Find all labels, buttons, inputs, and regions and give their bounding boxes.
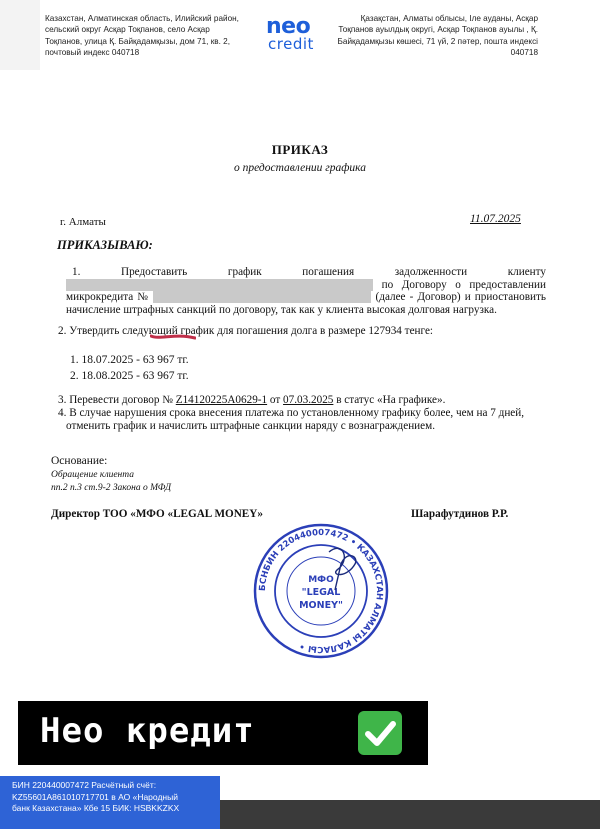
stamp-center-top: МФО xyxy=(308,575,334,585)
address-ru-line: Казахстан, Алматинская область, Илийский район, xyxy=(45,14,239,23)
schedule-item: 2. 18.08.2025 - 63 967 тг. xyxy=(70,370,189,382)
header-address-kz xyxy=(328,13,538,58)
basis-items xyxy=(51,469,171,494)
logo-neo-text: neo xyxy=(266,14,311,39)
document-city: г. Алматы xyxy=(60,216,106,228)
paragraph-1-end: (далее - Договор) и приостановить начисление штрафных санкций по договору, так как у клиента высокая долговая нагрузка. xyxy=(66,291,547,316)
document-date: 11.07.2025 xyxy=(470,213,521,225)
director-title: Директор ТОО «МФО «LEGAL MONEY» xyxy=(51,508,263,520)
address-ru-line: почтовый индекс 040718 xyxy=(45,47,140,57)
paragraph-4: 4. В случае нарушения срока внесения платежа по установленному графику более, чем на 7 дней, отменить график и начислить штрафные санкции наряду с вознаграждением. xyxy=(58,407,525,432)
document-title: ПРИКАЗ xyxy=(271,142,329,157)
company-stamp xyxy=(251,520,391,662)
address-ru-line: Тоқпанов, улица Қ. Байқадамқызы, дом 71, кв. 2, xyxy=(45,36,231,46)
address-kz-line: Тоқпанов ауылдық округі, Асқар Тоқпанов ауылы , Қ. xyxy=(338,25,538,35)
pen-scribble xyxy=(150,332,196,340)
address-ru-line: сельский округ Асқар Тоқпанов, село Асқар xyxy=(45,25,210,35)
payment-schedule xyxy=(70,352,189,384)
address-kz-line: Байқадамқызы көшесі, 71 үй, 2 пәтер, пошта индексі xyxy=(337,36,538,46)
paragraph-3-a: 3. Перевести договор № xyxy=(58,394,173,406)
footer-line: банк Казахстана» Кбе 15 БИК: HSBKKZKX xyxy=(12,803,180,813)
paragraph-1 xyxy=(66,266,546,316)
contract-number: Z14120225A0629-1 xyxy=(175,394,268,406)
document-subtitle: о предоставлении графика xyxy=(233,162,367,174)
paragraph-1-start: 1. Предоставить график погашения задолженности клиенту xyxy=(72,266,546,278)
promo-banner xyxy=(18,701,428,765)
checkmark-icon xyxy=(358,711,402,755)
address-kz-line: 040718 xyxy=(510,47,538,57)
contract-date: 07.03.2025 xyxy=(283,394,334,406)
redacted-client-name xyxy=(66,279,373,291)
banner-text: Нео кредит xyxy=(40,711,255,751)
basis-label: Основание: xyxy=(51,455,108,467)
paragraph-3-b: от xyxy=(269,394,281,406)
footer-line: БИН 220440007472 Расчётный счёт: xyxy=(12,780,157,790)
stamp-ring-text: БСНБИН 220440007472 • КАЗАХСТАН АЛМАТЫ КАЛАСЫ • xyxy=(257,527,385,655)
paragraph-2: 2. Утвердить следующий график для погашения долга в размере 127934 тенге: xyxy=(58,325,434,337)
paragraph-1-mid: по Договору о предоставлении микрокредита № xyxy=(66,278,547,304)
order-heading: ПРИКАЗЫВАЮ: xyxy=(57,238,153,252)
basis-item: пп.2 п.3 ст.9-2 Закона о МФД xyxy=(51,482,172,493)
stamp-center-mid: "LEGAL xyxy=(301,587,341,598)
top-left-margin xyxy=(0,0,40,70)
footer-line: KZ55601A861010717701 в АО «Народный xyxy=(12,791,178,802)
logo-credit-text: credit xyxy=(268,35,314,53)
paragraph-3-c: в статус «На графике». xyxy=(336,394,446,406)
neo-credit-logo xyxy=(262,16,324,56)
header-address-ru xyxy=(45,13,250,58)
address-kz-line: Қазақстан, Алматы облысы, Іле ауданы, Асқар xyxy=(360,14,538,23)
redacted-contract-number xyxy=(153,291,371,303)
stamp-center-bot: MONEY" xyxy=(299,600,343,611)
schedule-item: 1. 18.07.2025 - 63 967 тг. xyxy=(70,354,189,366)
basis-item: Обращение клиента xyxy=(51,470,134,480)
paragraph-3 xyxy=(58,394,445,406)
footer-bank-details xyxy=(0,776,220,829)
signer-name: Шарафутдинов Р.Р. xyxy=(411,508,509,520)
